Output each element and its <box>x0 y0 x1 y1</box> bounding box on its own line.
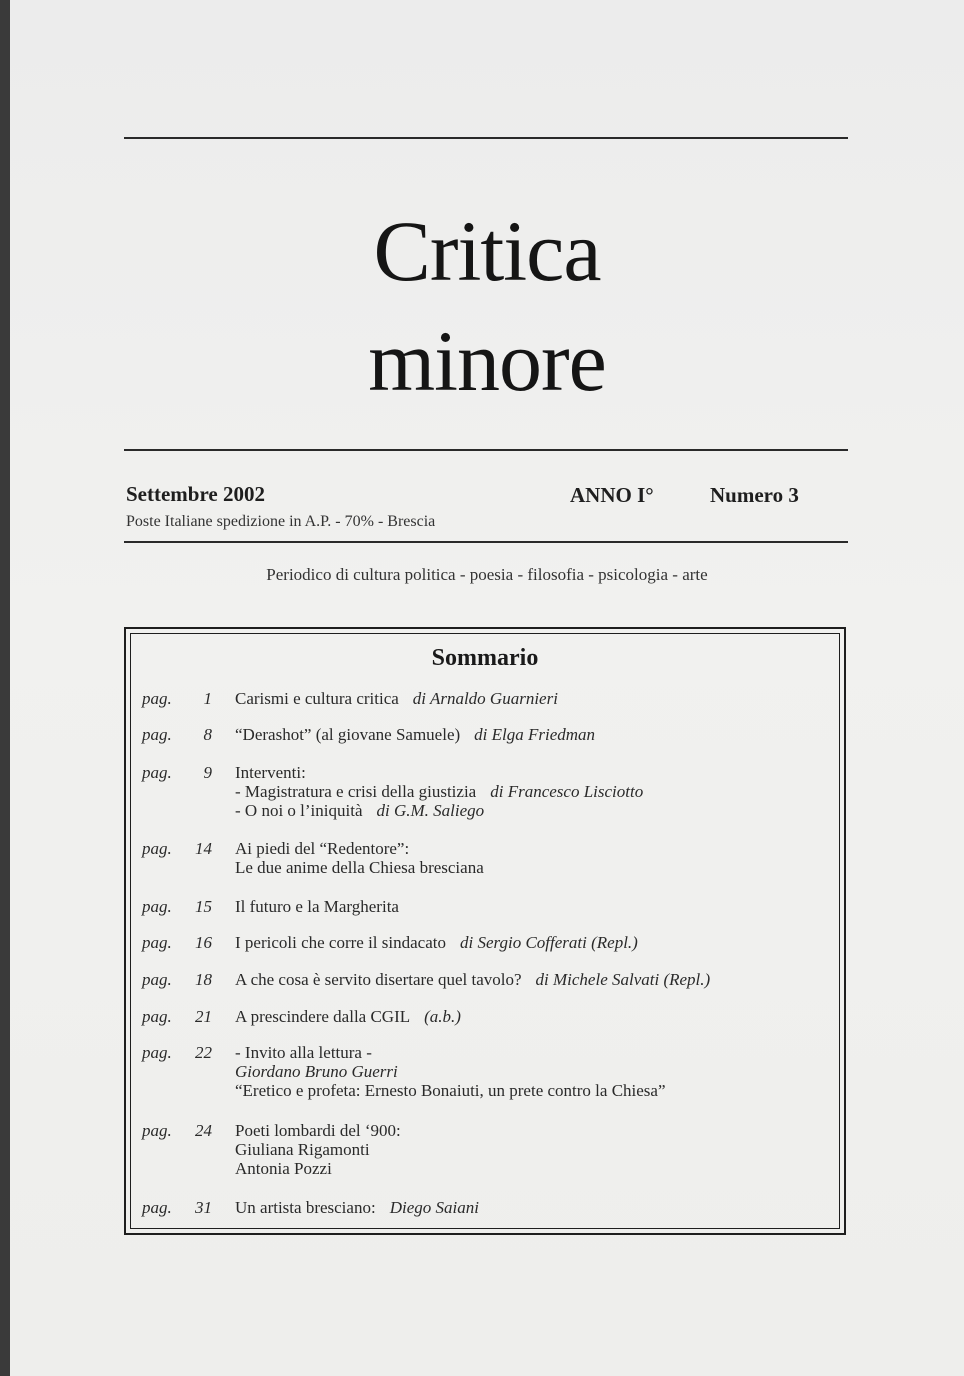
toc-page-label: pag. <box>142 763 172 782</box>
toc-entry-line <box>235 858 484 877</box>
toc-article-title: - Invito alla lettura - <box>235 1043 372 1062</box>
issue-year: ANNO I° <box>570 483 654 507</box>
toc-entry-text <box>235 1198 479 1217</box>
masthead-title-line1: Critica <box>373 203 601 299</box>
toc-entry-text <box>235 1121 401 1178</box>
toc-page-number: 14 <box>195 839 212 858</box>
toc-article-title: Un artista bresciano: <box>235 1198 376 1217</box>
toc-page-number: 18 <box>195 970 212 989</box>
toc-page-number: 31 <box>195 1198 212 1217</box>
toc-article-title: I pericoli che corre il sindacato <box>235 933 446 952</box>
toc-article-title: - O noi o l’iniquità <box>235 801 363 820</box>
toc-page-label: pag. <box>142 970 172 989</box>
issue-rule <box>124 541 848 543</box>
toc-entry-text <box>235 725 595 744</box>
issue-date: Settembre 2002 <box>126 482 265 506</box>
toc-page-ref <box>142 897 212 916</box>
toc-entry-line <box>235 933 638 952</box>
toc-entry-line <box>235 725 595 744</box>
toc-page-ref <box>142 1198 212 1217</box>
toc-page-label: pag. <box>142 839 172 858</box>
toc-article-title: - Magistratura e crisi della giustizia <box>235 782 477 801</box>
toc-entry-text <box>235 839 484 877</box>
toc-page-ref <box>142 689 212 708</box>
toc-entry-text <box>235 970 710 989</box>
toc-page-label: pag. <box>142 1198 172 1217</box>
toc-page-ref <box>142 725 212 744</box>
toc-article-author: di Arnaldo Guarnieri <box>412 689 558 708</box>
toc-page-number: 8 <box>203 725 212 744</box>
toc-article-title: A che cosa è servito disertare quel tavolo? <box>235 970 522 989</box>
toc-page-ref <box>142 1007 212 1026</box>
toc-page-label: pag. <box>142 1121 172 1140</box>
toc-article-title: A prescindere dalla CGIL <box>235 1007 411 1026</box>
toc-article-title: Giuliana Rigamonti <box>235 1140 370 1159</box>
toc-entry-line <box>235 1043 666 1062</box>
toc-page-number: 9 <box>203 763 212 782</box>
toc-entry-text <box>235 689 558 708</box>
toc-page-ref <box>142 763 212 782</box>
toc-entry-line <box>235 782 643 801</box>
toc-page-number: 15 <box>195 897 212 916</box>
table-of-contents-title: Sommario <box>431 645 539 671</box>
toc-entry-line <box>235 1140 401 1159</box>
toc-page-ref <box>142 933 212 952</box>
toc-page-label: pag. <box>142 933 172 952</box>
toc-article-title: Antonia Pozzi <box>235 1159 332 1178</box>
toc-article-author: di Sergio Cofferati (Repl.) <box>459 933 638 952</box>
toc-article-author: di Francesco Lisciotto <box>490 782 644 801</box>
toc-article-title: “Derashot” (al giovane Samuele) <box>235 725 461 744</box>
masthead-title-line2: minore <box>368 313 606 409</box>
toc-article-title: Le due anime della Chiesa bresciana <box>235 858 484 877</box>
toc-page-number: 22 <box>195 1043 212 1062</box>
toc-article-title: Ai piedi del “Redentore”: <box>235 839 410 858</box>
toc-article-author: (a.b.) <box>424 1007 461 1026</box>
toc-entry-text <box>235 933 638 952</box>
toc-page-number: 16 <box>195 933 212 952</box>
postal-info: Poste Italiane spedizione in A.P. - 70% - Brescia <box>126 513 436 530</box>
toc-page-label: pag. <box>142 1043 172 1062</box>
toc-page-ref <box>142 970 212 989</box>
toc-article-author: di Michele Salvati (Repl.) <box>535 970 711 989</box>
toc-entry-line <box>235 839 484 858</box>
toc-entry-line <box>235 763 643 782</box>
toc-page-ref <box>142 839 212 858</box>
table-of-contents <box>124 627 846 1235</box>
toc-page-number: 1 <box>203 689 212 708</box>
toc-page-label: pag. <box>142 725 172 744</box>
toc-page-label: pag. <box>142 897 172 916</box>
toc-page-ref <box>142 1043 212 1062</box>
toc-article-title: Il futuro e la Margherita <box>235 897 399 916</box>
toc-entry-line <box>235 1062 666 1081</box>
toc-article-author: di Elga Friedman <box>474 725 596 744</box>
toc-page-ref <box>142 1121 212 1140</box>
toc-entry-line <box>235 970 710 989</box>
toc-entry-text <box>235 1007 461 1026</box>
toc-entry-text <box>235 897 399 916</box>
toc-entry-text <box>235 1043 666 1100</box>
toc-entry-line <box>235 1159 401 1178</box>
toc-entry-line <box>235 1121 401 1140</box>
toc-page-label: pag. <box>142 1007 172 1026</box>
toc-article-author: Giordano Bruno Guerri <box>235 1062 398 1081</box>
toc-entry-line <box>235 1007 461 1026</box>
toc-entry-line <box>235 689 558 708</box>
toc-page-label: pag. <box>142 689 172 708</box>
toc-article-author: Diego Saiani <box>389 1198 479 1217</box>
toc-entry-line <box>235 1081 666 1100</box>
toc-page-number: 24 <box>195 1121 212 1140</box>
toc-page-number: 21 <box>195 1007 212 1026</box>
issue-number: Numero 3 <box>710 483 799 507</box>
toc-article-title: Carismi e cultura critica <box>235 689 399 708</box>
toc-entry-line <box>235 801 643 820</box>
magazine-cover <box>10 0 964 1376</box>
periodical-subtitle: Periodico di cultura politica - poesia - filosofia - psicologia - arte <box>266 565 708 584</box>
masthead-rule <box>124 449 848 451</box>
top-rule <box>124 137 848 139</box>
toc-entry-text <box>235 763 643 820</box>
toc-entry-line <box>235 1198 479 1217</box>
toc-article-title: “Eretico e profeta: Ernesto Bonaiuti, un prete contro la Chiesa” <box>235 1081 666 1100</box>
toc-entry-line <box>235 897 399 916</box>
toc-article-title: Interventi: <box>235 763 306 782</box>
toc-article-author: di G.M. Saliego <box>376 801 485 820</box>
toc-article-title: Poeti lombardi del ‘900: <box>235 1121 401 1140</box>
